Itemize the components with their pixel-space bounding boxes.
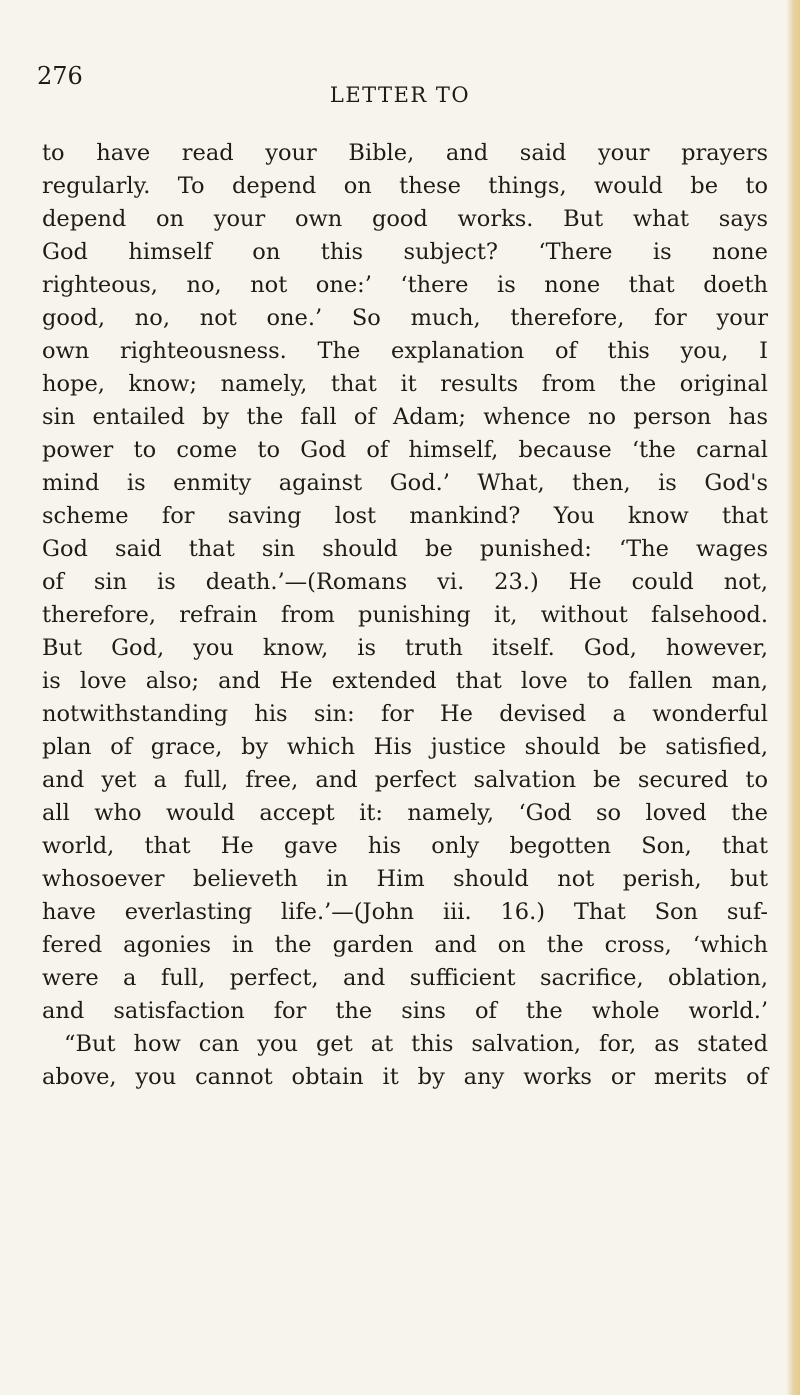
text-line: all who would accept it: namely, ‘God so loved the — [42, 800, 768, 826]
text-line: of sin is death.’—(Romans vi. 23.) He could not, — [42, 569, 768, 595]
text-line: But God, you know, is truth itself. God, however, — [42, 635, 768, 661]
text-line: God said that sin should be punished: ‘The wages — [42, 536, 768, 562]
text-line: is love also; and He extended that love to fallen man, — [42, 668, 768, 694]
body-text — [42, 137, 768, 1094]
text-line: power to come to God of himself, because ‘the carnal — [42, 437, 768, 463]
text-line: good, no, not one.’ So much, therefore, for your — [42, 305, 768, 331]
text-line: hope, know; namely, that it results from the original — [42, 371, 768, 397]
text-line: therefore, refrain from punishing it, without falsehood. — [42, 602, 768, 628]
text-line: and yet a full, free, and perfect salvation be secured to — [42, 767, 768, 793]
text-line: have everlasting life.’—(John iii. 16.) That Son suf- — [42, 899, 768, 925]
text-line: God himself on this subject? ‘There is none — [42, 239, 768, 265]
page-number: 276 — [37, 62, 83, 90]
text-line: and satisfaction for the sins of the whole world.’ — [42, 998, 768, 1024]
text-line: regularly. To depend on these things, would be to — [42, 173, 768, 199]
page-edge — [786, 0, 800, 1395]
text-line: “But how can you get at this salvation, for, as stated — [64, 1031, 768, 1057]
text-line: notwithstanding his sin: for He devised a wonderful — [42, 701, 768, 727]
text-line: plan of grace, by which His justice should be satisfied, — [42, 734, 768, 760]
text-line: to have read your Bible, and said your prayers — [42, 140, 768, 166]
text-line: scheme for saving lost mankind? You know that — [42, 503, 768, 529]
text-line: world, that He gave his only begotten Son, that — [42, 833, 768, 859]
text-line: mind is enmity against God.’ What, then, is God's — [42, 470, 768, 496]
text-line: own righteousness. The explanation of this you, I — [42, 338, 768, 364]
text-line: whosoever believeth in Him should not perish, but — [42, 866, 768, 892]
text-line: fered agonies in the garden and on the cross, ‘which — [42, 932, 768, 958]
text-line: depend on your own good works. But what says — [42, 206, 768, 232]
running-head: LETTER TO — [329, 83, 471, 107]
text-line: righteous, no, not one:’ ‘there is none that doeth — [42, 272, 768, 298]
text-line: above, you cannot obtain it by any works or merits of — [42, 1064, 768, 1090]
text-line: were a full, perfect, and sufficient sacrifice, oblation, — [42, 965, 768, 991]
text-line: sin entailed by the fall of Adam; whence no person has — [42, 404, 768, 430]
